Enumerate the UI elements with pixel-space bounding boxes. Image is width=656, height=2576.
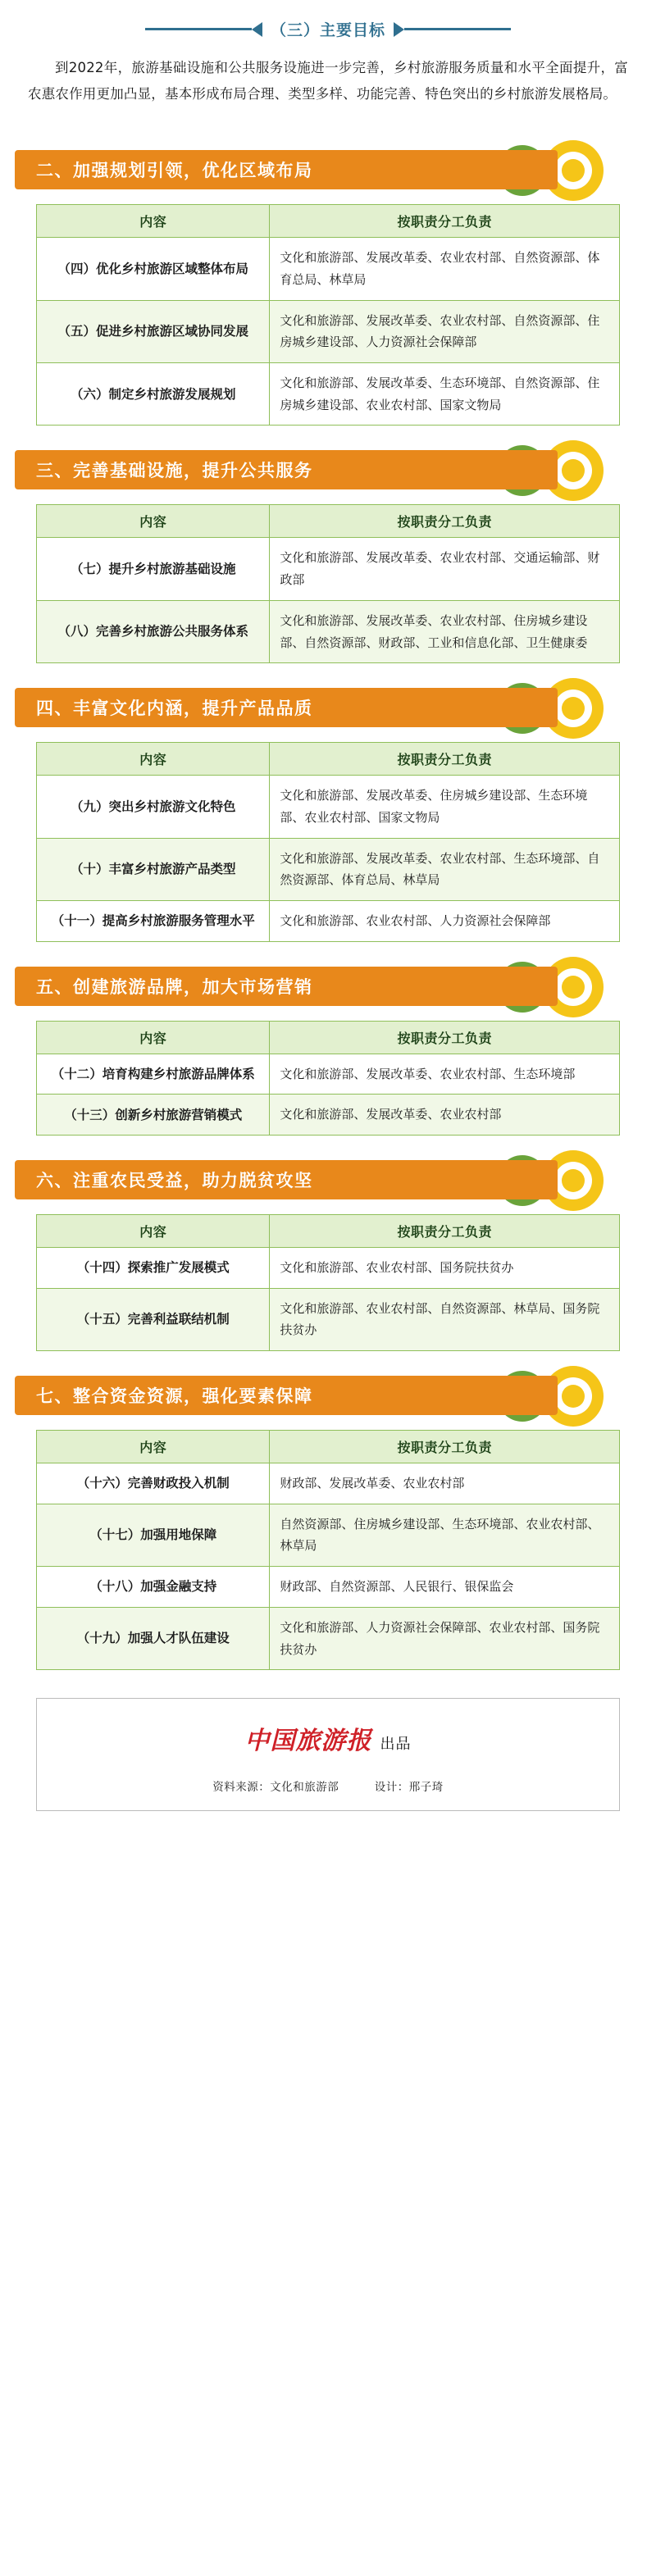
designer-label: 设计：邢子琦 <box>374 1781 444 1795</box>
policy-section <box>0 957 656 1136</box>
section-banner-text: 七、整合资金资源，强化要素保障 <box>36 1386 313 1407</box>
policy-section <box>0 678 656 941</box>
table-row <box>37 900 620 941</box>
section-banner <box>15 1376 558 1415</box>
cell-topic: （十六）完善财政投入机制 <box>37 1463 270 1504</box>
ribbon-left-bar <box>145 28 252 30</box>
sections-root <box>0 140 656 1670</box>
cell-topic: （十）丰富乡村旅游产品类型 <box>37 838 270 900</box>
cell-topic: （五）促进乡村旅游区域协同发展 <box>37 300 270 362</box>
ring-yellow-core <box>562 976 585 999</box>
cell-responsibility: 文化和旅游部、农业农村部、国务院扶贫办 <box>270 1248 620 1289</box>
cell-responsibility: 文化和旅游部、发展改革委、农业农村部、生态环境部 <box>270 1054 620 1095</box>
cell-topic: （十三）创新乡村旅游营销模式 <box>37 1095 270 1136</box>
table-row <box>37 363 620 426</box>
table-header-row <box>37 1215 620 1248</box>
cell-topic: （八）完善乡村旅游公共服务体系 <box>37 600 270 662</box>
responsibility-table <box>36 1214 620 1351</box>
policy-section <box>0 1150 656 1351</box>
section-table-wrap <box>0 1430 656 1670</box>
column-header-topic: 内容 <box>37 1215 270 1248</box>
ring-yellow-core <box>562 1385 585 1408</box>
section-banner-text: 二、加强规划引领，优化区域布局 <box>36 161 313 181</box>
cell-responsibility: 文化和旅游部、发展改革委、住房城乡建设部、生态环境部、农业农村部、国家文物局 <box>270 776 620 838</box>
responsibility-table <box>36 1021 620 1136</box>
publisher-suffix: 出品 <box>380 1736 412 1754</box>
ribbon <box>145 18 511 40</box>
publisher-name: 中国旅游报 <box>244 1727 372 1756</box>
ribbon-right-bar <box>404 28 511 30</box>
column-header-responsibility: 按职责分工负责 <box>270 205 620 238</box>
section-banner-row <box>0 1150 656 1211</box>
policy-section <box>0 440 656 663</box>
cell-responsibility: 文化和旅游部、发展改革委、生态环境部、自然资源部、住房城乡建设部、农业农村部、国家文物局 <box>270 363 620 426</box>
policy-section <box>0 140 656 426</box>
section-banner-row <box>0 140 656 201</box>
cell-responsibility: 文化和旅游部、农业农村部、人力资源社会保障部 <box>270 900 620 941</box>
responsibility-table <box>36 204 620 426</box>
section-banner <box>15 150 558 189</box>
column-header-responsibility: 按职责分工负责 <box>270 1021 620 1054</box>
column-header-topic: 内容 <box>37 205 270 238</box>
column-header-responsibility: 按职责分工负责 <box>270 743 620 776</box>
section-banner-row <box>0 678 656 739</box>
credit-line <box>37 1777 619 1794</box>
source-label: 资料来源：文化和旅游部 <box>212 1781 339 1795</box>
section-banner <box>15 1160 558 1199</box>
cell-topic: （六）制定乡村旅游发展规划 <box>37 363 270 426</box>
ribbon-title-text: （三）主要目标 <box>270 21 385 39</box>
cell-topic: （十八）加强金融支持 <box>37 1567 270 1608</box>
publisher-logo <box>37 1720 619 1756</box>
table-row <box>37 1463 620 1504</box>
column-header-topic: 内容 <box>37 505 270 538</box>
footer-credit-box <box>36 1698 620 1811</box>
table-row <box>37 538 620 600</box>
column-header-topic: 内容 <box>37 1021 270 1054</box>
cell-responsibility: 财政部、自然资源部、人民银行、银保监会 <box>270 1567 620 1608</box>
cell-responsibility: 文化和旅游部、发展改革委、农业农村部、生态环境部、自然资源部、体育总局、林草局 <box>270 838 620 900</box>
section-table-wrap <box>0 1021 656 1136</box>
section-banner <box>15 688 558 727</box>
table-row <box>37 1054 620 1095</box>
cell-responsibility: 文化和旅游部、发展改革委、农业农村部、自然资源部、体育总局、林草局 <box>270 238 620 300</box>
table-row <box>37 1248 620 1289</box>
table-row <box>37 776 620 838</box>
cell-topic: （四）优化乡村旅游区域整体布局 <box>37 238 270 300</box>
column-header-responsibility: 按职责分工负责 <box>270 1431 620 1463</box>
section-banner <box>15 450 558 489</box>
responsibility-table <box>36 1430 620 1670</box>
chevron-left-icon <box>252 22 262 37</box>
cell-responsibility: 文化和旅游部、发展改革委、农业农村部、交通运输部、财政部 <box>270 538 620 600</box>
cell-topic: （十五）完善利益联结机制 <box>37 1288 270 1350</box>
table-header-row <box>37 205 620 238</box>
cell-topic: （九）突出乡村旅游文化特色 <box>37 776 270 838</box>
table-header-row <box>37 1021 620 1054</box>
cell-responsibility: 文化和旅游部、农业农村部、自然资源部、林草局、国务院扶贫办 <box>270 1288 620 1350</box>
table-header-row <box>37 1431 620 1463</box>
cell-responsibility: 文化和旅游部、人力资源社会保障部、农业农村部、国务院扶贫办 <box>270 1607 620 1669</box>
column-header-topic: 内容 <box>37 743 270 776</box>
table-row <box>37 600 620 662</box>
cell-topic: （十二）培育构建乡村旅游品牌体系 <box>37 1054 270 1095</box>
chevron-right-icon <box>394 22 404 37</box>
section-table-wrap <box>0 504 656 663</box>
section-banner-text: 五、创建旅游品牌，加大市场营销 <box>36 976 313 997</box>
responsibility-table <box>36 742 620 941</box>
table-row <box>37 1607 620 1669</box>
table-row <box>37 1288 620 1350</box>
section-banner-text: 六、注重农民受益，助力脱贫攻坚 <box>36 1171 313 1191</box>
cell-topic: （十一）提高乡村旅游服务管理水平 <box>37 900 270 941</box>
section-banner-text: 四、丰富文化内涵，提升产品品质 <box>36 699 313 719</box>
section-banner-row <box>0 957 656 1017</box>
cell-topic: （七）提升乡村旅游基础设施 <box>37 538 270 600</box>
cell-topic: （十七）加强用地保障 <box>37 1504 270 1566</box>
table-row <box>37 838 620 900</box>
table-row <box>37 1095 620 1136</box>
section-table-wrap <box>0 742 656 941</box>
section-banner-row <box>0 1366 656 1427</box>
ribbon-title-container <box>0 0 656 50</box>
cell-responsibility: 财政部、发展改革委、农业农村部 <box>270 1463 620 1504</box>
section-banner-row <box>0 440 656 501</box>
cell-responsibility: 自然资源部、住房城乡建设部、生态环境部、农业农村部、林草局 <box>270 1504 620 1566</box>
section-table-wrap <box>0 204 656 426</box>
intro-paragraph: 到2022年，旅游基础设施和公共服务设施进一步完善，乡村旅游服务质量和水平全面提升，富农惠农作用更加凸显，基本形成布局合理、类型多样、功能完善、特色突出的乡村旅游发展格局。 <box>28 60 628 102</box>
table-header-row <box>37 743 620 776</box>
section-banner <box>15 967 558 1006</box>
table-row <box>37 1567 620 1608</box>
table-header-row <box>37 505 620 538</box>
responsibility-table <box>36 504 620 663</box>
column-header-responsibility: 按职责分工负责 <box>270 1215 620 1248</box>
cell-topic: （十四）探索推广发展模式 <box>37 1248 270 1289</box>
column-header-responsibility: 按职责分工负责 <box>270 505 620 538</box>
cell-responsibility: 文化和旅游部、发展改革委、农业农村部 <box>270 1095 620 1136</box>
section-table-wrap <box>0 1214 656 1351</box>
section-banner-text: 三、完善基础设施，提升公共服务 <box>36 461 313 481</box>
policy-section <box>0 1366 656 1670</box>
cell-responsibility: 文化和旅游部、发展改革委、农业农村部、自然资源部、住房城乡建设部、人力资源社会保障部 <box>270 300 620 362</box>
table-row <box>37 1504 620 1566</box>
table-row <box>37 300 620 362</box>
column-header-topic: 内容 <box>37 1431 270 1463</box>
cell-responsibility: 文化和旅游部、发展改革委、农业农村部、住房城乡建设部、自然资源部、财政部、工业和信息化部、卫生健康委 <box>270 600 620 662</box>
ring-yellow-core <box>562 1169 585 1192</box>
table-row <box>37 238 620 300</box>
cell-topic: （十九）加强人才队伍建设 <box>37 1607 270 1669</box>
